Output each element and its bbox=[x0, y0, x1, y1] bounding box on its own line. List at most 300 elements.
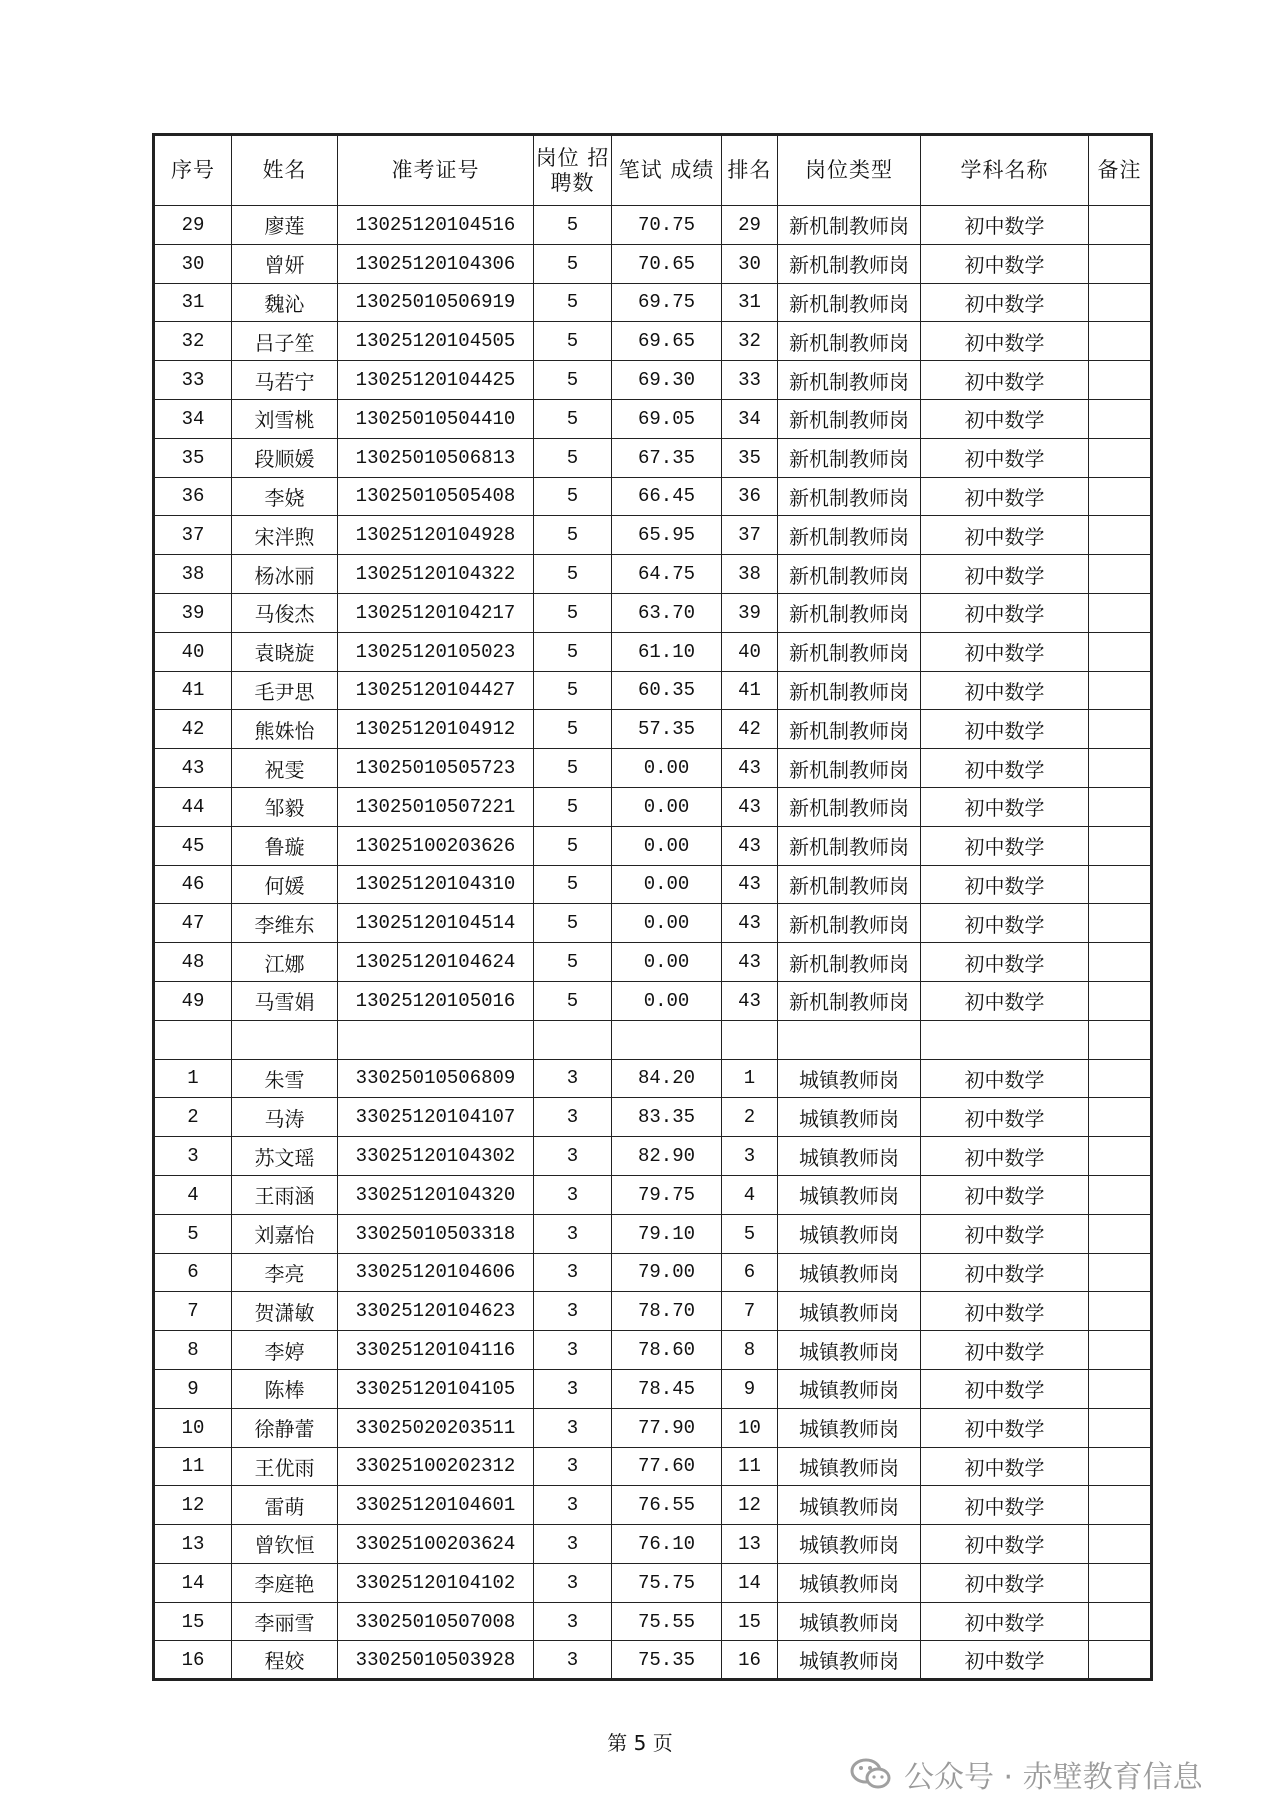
header-positions: 岗位 招聘数 bbox=[534, 135, 612, 206]
cell-position-type: 新机制教师岗 bbox=[778, 555, 921, 594]
cell-positions: 3 bbox=[534, 1253, 612, 1292]
cell-rank: 35 bbox=[722, 438, 778, 477]
cell-position-type: 新机制教师岗 bbox=[778, 865, 921, 904]
cell-positions: 5 bbox=[534, 787, 612, 826]
cell-ticket-number: 13025120105023 bbox=[338, 632, 534, 671]
table-row bbox=[154, 710, 1152, 749]
cell-index: 30 bbox=[154, 244, 232, 283]
cell-positions: 5 bbox=[534, 943, 612, 982]
cell-index: 41 bbox=[154, 671, 232, 710]
cell-index: 1 bbox=[154, 1059, 232, 1098]
cell-written-score: 0.00 bbox=[612, 826, 722, 865]
cell-rank: 6 bbox=[722, 1253, 778, 1292]
table-row bbox=[154, 1214, 1152, 1253]
cell-index: 34 bbox=[154, 399, 232, 438]
cell-positions: 3 bbox=[534, 1486, 612, 1525]
cell-rank: 5 bbox=[722, 1214, 778, 1253]
cell-position-type: 城镇教师岗 bbox=[778, 1098, 921, 1137]
cell-remarks bbox=[1089, 244, 1152, 283]
cell-rank: 36 bbox=[722, 477, 778, 516]
cell-ticket-number: 13025010507221 bbox=[338, 787, 534, 826]
cell-written-score: 79.10 bbox=[612, 1214, 722, 1253]
table-header-row bbox=[154, 135, 1152, 206]
table-row bbox=[154, 361, 1152, 400]
table-row bbox=[154, 1253, 1152, 1292]
cell-rank: 43 bbox=[722, 943, 778, 982]
cell-ticket-number: 33025120104116 bbox=[338, 1331, 534, 1370]
cell-written-score: 69.75 bbox=[612, 283, 722, 322]
cell-index: 36 bbox=[154, 477, 232, 516]
cell-positions: 5 bbox=[534, 477, 612, 516]
watermark bbox=[850, 1752, 1203, 1796]
cell-ticket-number: 13025120104624 bbox=[338, 943, 534, 982]
cell-position-type: 新机制教师岗 bbox=[778, 322, 921, 361]
cell-written-score: 76.55 bbox=[612, 1486, 722, 1525]
cell-index: 32 bbox=[154, 322, 232, 361]
cell-remarks bbox=[1089, 710, 1152, 749]
cell-positions: 3 bbox=[534, 1059, 612, 1098]
cell-written-score: 67.35 bbox=[612, 438, 722, 477]
cell-index bbox=[154, 1020, 232, 1059]
cell-subject: 初中数学 bbox=[921, 399, 1089, 438]
cell-rank: 8 bbox=[722, 1331, 778, 1370]
cell-ticket-number: 13025120104505 bbox=[338, 322, 534, 361]
cell-name: 廖莲 bbox=[232, 206, 338, 245]
cell-ticket-number: 33025120104107 bbox=[338, 1098, 534, 1137]
cell-name bbox=[232, 1020, 338, 1059]
cell-name: 曾妍 bbox=[232, 244, 338, 283]
cell-remarks bbox=[1089, 206, 1152, 245]
cell-remarks bbox=[1089, 361, 1152, 400]
cell-rank: 29 bbox=[722, 206, 778, 245]
cell-written-score: 70.65 bbox=[612, 244, 722, 283]
cell-ticket-number: 33025120104606 bbox=[338, 1253, 534, 1292]
table-row bbox=[154, 322, 1152, 361]
cell-position-type: 新机制教师岗 bbox=[778, 399, 921, 438]
table-row bbox=[154, 1059, 1152, 1098]
cell-remarks bbox=[1089, 1331, 1152, 1370]
cell-remarks bbox=[1089, 632, 1152, 671]
cell-ticket-number: 13025100203626 bbox=[338, 826, 534, 865]
cell-subject: 初中数学 bbox=[921, 865, 1089, 904]
wechat-official-account-icon bbox=[850, 1757, 892, 1791]
cell-ticket-number: 13025010506813 bbox=[338, 438, 534, 477]
cell-remarks bbox=[1089, 399, 1152, 438]
cell-name: 程姣 bbox=[232, 1641, 338, 1680]
cell-ticket-number: 33025120104320 bbox=[338, 1175, 534, 1214]
cell-positions: 3 bbox=[534, 1641, 612, 1680]
cell-positions: 3 bbox=[534, 1602, 612, 1641]
cell-rank: 34 bbox=[722, 399, 778, 438]
cell-index: 6 bbox=[154, 1253, 232, 1292]
cell-ticket-number: 13025120104514 bbox=[338, 904, 534, 943]
cell-written-score: 75.75 bbox=[612, 1563, 722, 1602]
cell-positions: 5 bbox=[534, 710, 612, 749]
cell-written-score: 65.95 bbox=[612, 516, 722, 555]
cell-name: 徐静蕾 bbox=[232, 1408, 338, 1447]
cell-rank: 38 bbox=[722, 555, 778, 594]
cell-rank: 43 bbox=[722, 981, 778, 1020]
cell-rank: 10 bbox=[722, 1408, 778, 1447]
cell-name: 贺潇敏 bbox=[232, 1292, 338, 1331]
cell-index: 16 bbox=[154, 1641, 232, 1680]
cell-subject: 初中数学 bbox=[921, 1486, 1089, 1525]
cell-positions: 5 bbox=[534, 206, 612, 245]
cell-index: 9 bbox=[154, 1369, 232, 1408]
table-row bbox=[154, 1641, 1152, 1680]
cell-position-type: 城镇教师岗 bbox=[778, 1602, 921, 1641]
table-row bbox=[154, 1369, 1152, 1408]
cell-rank: 33 bbox=[722, 361, 778, 400]
cell-subject: 初中数学 bbox=[921, 1408, 1089, 1447]
cell-index: 10 bbox=[154, 1408, 232, 1447]
cell-written-score: 77.60 bbox=[612, 1447, 722, 1486]
cell-written-score: 0.00 bbox=[612, 904, 722, 943]
cell-written-score: 79.75 bbox=[612, 1175, 722, 1214]
table-row bbox=[154, 1137, 1152, 1176]
cell-name: 李亮 bbox=[232, 1253, 338, 1292]
cell-rank: 31 bbox=[722, 283, 778, 322]
cell-index: 11 bbox=[154, 1447, 232, 1486]
cell-name: 李维东 bbox=[232, 904, 338, 943]
cell-positions: 3 bbox=[534, 1331, 612, 1370]
cell-ticket-number: 33025010507008 bbox=[338, 1602, 534, 1641]
cell-remarks bbox=[1089, 1486, 1152, 1525]
cell-index: 40 bbox=[154, 632, 232, 671]
cell-rank: 2 bbox=[722, 1098, 778, 1137]
cell-subject: 初中数学 bbox=[921, 710, 1089, 749]
cell-rank: 13 bbox=[722, 1525, 778, 1564]
cell-rank: 43 bbox=[722, 749, 778, 788]
cell-position-type: 城镇教师岗 bbox=[778, 1563, 921, 1602]
cell-name: 朱雪 bbox=[232, 1059, 338, 1098]
cell-index: 14 bbox=[154, 1563, 232, 1602]
cell-name: 马雪娟 bbox=[232, 981, 338, 1020]
cell-remarks bbox=[1089, 787, 1152, 826]
cell-position-type: 新机制教师岗 bbox=[778, 283, 921, 322]
cell-subject: 初中数学 bbox=[921, 283, 1089, 322]
table-row bbox=[154, 477, 1152, 516]
cell-ticket-number: 13025010505408 bbox=[338, 477, 534, 516]
cell-ticket-number: 13025120105016 bbox=[338, 981, 534, 1020]
cell-positions: 5 bbox=[534, 361, 612, 400]
cell-position-type: 城镇教师岗 bbox=[778, 1525, 921, 1564]
cell-position-type: 新机制教师岗 bbox=[778, 943, 921, 982]
cell-position-type: 新机制教师岗 bbox=[778, 361, 921, 400]
table-row bbox=[154, 1486, 1152, 1525]
cell-rank: 30 bbox=[722, 244, 778, 283]
cell-index: 43 bbox=[154, 749, 232, 788]
cell-index: 42 bbox=[154, 710, 232, 749]
cell-positions: 5 bbox=[534, 865, 612, 904]
cell-written-score: 69.05 bbox=[612, 399, 722, 438]
header-position-type: 岗位类型 bbox=[778, 135, 921, 206]
cell-rank: 14 bbox=[722, 1563, 778, 1602]
table-row bbox=[154, 1525, 1152, 1564]
cell-ticket-number: 13025010504410 bbox=[338, 399, 534, 438]
cell-rank: 37 bbox=[722, 516, 778, 555]
cell-subject: 初中数学 bbox=[921, 206, 1089, 245]
cell-positions: 5 bbox=[534, 438, 612, 477]
table-row bbox=[154, 555, 1152, 594]
cell-positions: 3 bbox=[534, 1408, 612, 1447]
cell-remarks bbox=[1089, 1214, 1152, 1253]
cell-remarks bbox=[1089, 322, 1152, 361]
table-body bbox=[154, 206, 1152, 1680]
cell-position-type: 新机制教师岗 bbox=[778, 593, 921, 632]
cell-written-score: 0.00 bbox=[612, 981, 722, 1020]
cell-rank: 43 bbox=[722, 826, 778, 865]
cell-index: 3 bbox=[154, 1137, 232, 1176]
cell-position-type: 城镇教师岗 bbox=[778, 1137, 921, 1176]
cell-written-score: 82.90 bbox=[612, 1137, 722, 1176]
cell-ticket-number: 33025120104302 bbox=[338, 1137, 534, 1176]
cell-position-type: 城镇教师岗 bbox=[778, 1214, 921, 1253]
header-index: 序号 bbox=[154, 135, 232, 206]
table-row bbox=[154, 1447, 1152, 1486]
table-row bbox=[154, 1292, 1152, 1331]
cell-subject: 初中数学 bbox=[921, 671, 1089, 710]
cell-subject: 初中数学 bbox=[921, 1137, 1089, 1176]
cell-remarks bbox=[1089, 1175, 1152, 1214]
cell-name: 李庭艳 bbox=[232, 1563, 338, 1602]
cell-ticket-number: 33025120104601 bbox=[338, 1486, 534, 1525]
cell-ticket-number: 13025120104425 bbox=[338, 361, 534, 400]
table-row bbox=[154, 749, 1152, 788]
cell-rank: 7 bbox=[722, 1292, 778, 1331]
cell-positions: 5 bbox=[534, 749, 612, 788]
cell-index: 7 bbox=[154, 1292, 232, 1331]
watermark-text: 公众号 · 赤壁教育信息 bbox=[904, 1760, 1203, 1795]
cell-rank: 32 bbox=[722, 322, 778, 361]
cell-remarks bbox=[1089, 904, 1152, 943]
cell-ticket-number: 13025120104217 bbox=[338, 593, 534, 632]
cell-rank: 40 bbox=[722, 632, 778, 671]
table-row bbox=[154, 826, 1152, 865]
table-row bbox=[154, 787, 1152, 826]
cell-remarks bbox=[1089, 1098, 1152, 1137]
cell-name: 宋泮煦 bbox=[232, 516, 338, 555]
table-row bbox=[154, 516, 1152, 555]
cell-written-score: 79.00 bbox=[612, 1253, 722, 1292]
cell-remarks bbox=[1089, 283, 1152, 322]
cell-index: 38 bbox=[154, 555, 232, 594]
cell-rank: 16 bbox=[722, 1641, 778, 1680]
cell-ticket-number: 33025020203511 bbox=[338, 1408, 534, 1447]
cell-name: 祝雯 bbox=[232, 749, 338, 788]
cell-positions: 5 bbox=[534, 671, 612, 710]
cell-positions: 5 bbox=[534, 632, 612, 671]
cell-position-type: 新机制教师岗 bbox=[778, 710, 921, 749]
cell-remarks bbox=[1089, 1369, 1152, 1408]
cell-position-type: 城镇教师岗 bbox=[778, 1175, 921, 1214]
cell-positions: 5 bbox=[534, 322, 612, 361]
table-row bbox=[154, 981, 1152, 1020]
cell-positions: 3 bbox=[534, 1369, 612, 1408]
cell-positions: 3 bbox=[534, 1175, 612, 1214]
cell-remarks bbox=[1089, 516, 1152, 555]
cell-positions: 5 bbox=[534, 826, 612, 865]
cell-remarks bbox=[1089, 555, 1152, 594]
cell-name: 毛尹思 bbox=[232, 671, 338, 710]
cell-index: 13 bbox=[154, 1525, 232, 1564]
cell-subject: 初中数学 bbox=[921, 516, 1089, 555]
table-row bbox=[154, 1020, 1152, 1059]
table-row bbox=[154, 904, 1152, 943]
cell-positions: 3 bbox=[534, 1137, 612, 1176]
cell-subject: 初中数学 bbox=[921, 1098, 1089, 1137]
cell-ticket-number: 13025120104912 bbox=[338, 710, 534, 749]
score-table bbox=[152, 133, 1153, 1681]
cell-positions bbox=[534, 1020, 612, 1059]
cell-remarks bbox=[1089, 1020, 1152, 1059]
cell-subject: 初中数学 bbox=[921, 1525, 1089, 1564]
cell-index: 29 bbox=[154, 206, 232, 245]
cell-remarks bbox=[1089, 1408, 1152, 1447]
cell-name: 吕子笙 bbox=[232, 322, 338, 361]
cell-name: 刘嘉怡 bbox=[232, 1214, 338, 1253]
cell-ticket-number: 33025120104102 bbox=[338, 1563, 534, 1602]
table-row bbox=[154, 593, 1152, 632]
cell-written-score: 64.75 bbox=[612, 555, 722, 594]
cell-remarks bbox=[1089, 749, 1152, 788]
cell-position-type: 新机制教师岗 bbox=[778, 244, 921, 283]
cell-written-score: 66.45 bbox=[612, 477, 722, 516]
cell-written-score: 61.10 bbox=[612, 632, 722, 671]
cell-written-score: 76.10 bbox=[612, 1525, 722, 1564]
cell-remarks bbox=[1089, 593, 1152, 632]
cell-remarks bbox=[1089, 981, 1152, 1020]
cell-positions: 5 bbox=[534, 283, 612, 322]
cell-rank bbox=[722, 1020, 778, 1059]
cell-positions: 3 bbox=[534, 1098, 612, 1137]
cell-name: 江娜 bbox=[232, 943, 338, 982]
header-written-score: 笔试 成绩 bbox=[612, 135, 722, 206]
cell-position-type: 城镇教师岗 bbox=[778, 1253, 921, 1292]
cell-rank: 43 bbox=[722, 904, 778, 943]
cell-name: 熊姝怡 bbox=[232, 710, 338, 749]
cell-index: 31 bbox=[154, 283, 232, 322]
cell-written-score: 0.00 bbox=[612, 865, 722, 904]
cell-index: 49 bbox=[154, 981, 232, 1020]
cell-name: 李娆 bbox=[232, 477, 338, 516]
table-row bbox=[154, 632, 1152, 671]
cell-written-score: 70.75 bbox=[612, 206, 722, 245]
table-row bbox=[154, 1602, 1152, 1641]
cell-position-type: 新机制教师岗 bbox=[778, 477, 921, 516]
cell-written-score: 0.00 bbox=[612, 787, 722, 826]
cell-name: 杨冰丽 bbox=[232, 555, 338, 594]
cell-remarks bbox=[1089, 1137, 1152, 1176]
cell-subject: 初中数学 bbox=[921, 632, 1089, 671]
cell-written-score: 60.35 bbox=[612, 671, 722, 710]
header-remarks: 备注 bbox=[1089, 135, 1152, 206]
cell-ticket-number: 33025120104105 bbox=[338, 1369, 534, 1408]
cell-position-type: 新机制教师岗 bbox=[778, 749, 921, 788]
cell-ticket-number: 33025010503318 bbox=[338, 1214, 534, 1253]
cell-subject: 初中数学 bbox=[921, 1214, 1089, 1253]
header-rank: 排名 bbox=[722, 135, 778, 206]
cell-name: 马涛 bbox=[232, 1098, 338, 1137]
cell-rank: 41 bbox=[722, 671, 778, 710]
cell-positions: 3 bbox=[534, 1292, 612, 1331]
table-row bbox=[154, 399, 1152, 438]
cell-position-type: 新机制教师岗 bbox=[778, 671, 921, 710]
cell-rank: 39 bbox=[722, 593, 778, 632]
cell-remarks bbox=[1089, 1292, 1152, 1331]
cell-subject: 初中数学 bbox=[921, 1447, 1089, 1486]
cell-rank: 43 bbox=[722, 787, 778, 826]
cell-written-score: 69.30 bbox=[612, 361, 722, 400]
cell-position-type: 城镇教师岗 bbox=[778, 1292, 921, 1331]
cell-remarks bbox=[1089, 1641, 1152, 1680]
cell-subject bbox=[921, 1020, 1089, 1059]
cell-remarks bbox=[1089, 826, 1152, 865]
cell-index: 15 bbox=[154, 1602, 232, 1641]
cell-subject: 初中数学 bbox=[921, 1602, 1089, 1641]
cell-positions: 5 bbox=[534, 516, 612, 555]
cell-subject: 初中数学 bbox=[921, 1369, 1089, 1408]
header-ticket-number: 准考证号 bbox=[338, 135, 534, 206]
cell-rank: 15 bbox=[722, 1602, 778, 1641]
cell-remarks bbox=[1089, 1563, 1152, 1602]
cell-rank: 3 bbox=[722, 1137, 778, 1176]
cell-written-score: 0.00 bbox=[612, 943, 722, 982]
cell-index: 33 bbox=[154, 361, 232, 400]
cell-subject: 初中数学 bbox=[921, 438, 1089, 477]
cell-remarks bbox=[1089, 671, 1152, 710]
cell-subject: 初中数学 bbox=[921, 1641, 1089, 1680]
cell-written-score: 83.35 bbox=[612, 1098, 722, 1137]
cell-subject: 初中数学 bbox=[921, 555, 1089, 594]
cell-subject: 初中数学 bbox=[921, 1331, 1089, 1370]
cell-index: 47 bbox=[154, 904, 232, 943]
cell-index: 35 bbox=[154, 438, 232, 477]
cell-written-score: 75.35 bbox=[612, 1641, 722, 1680]
cell-written-score: 78.45 bbox=[612, 1369, 722, 1408]
table-row bbox=[154, 1331, 1152, 1370]
cell-name: 王优雨 bbox=[232, 1447, 338, 1486]
cell-written-score: 84.20 bbox=[612, 1059, 722, 1098]
cell-ticket-number: 33025120104623 bbox=[338, 1292, 534, 1331]
cell-name: 刘雪桃 bbox=[232, 399, 338, 438]
cell-positions: 5 bbox=[534, 399, 612, 438]
cell-subject: 初中数学 bbox=[921, 1175, 1089, 1214]
cell-ticket-number: 13025120104928 bbox=[338, 516, 534, 555]
cell-position-type: 城镇教师岗 bbox=[778, 1331, 921, 1370]
cell-remarks bbox=[1089, 1059, 1152, 1098]
cell-subject: 初中数学 bbox=[921, 322, 1089, 361]
cell-rank: 12 bbox=[722, 1486, 778, 1525]
cell-rank: 1 bbox=[722, 1059, 778, 1098]
table-row bbox=[154, 283, 1152, 322]
table-row bbox=[154, 943, 1152, 982]
cell-name: 马若宁 bbox=[232, 361, 338, 400]
cell-ticket-number: 13025120104322 bbox=[338, 555, 534, 594]
cell-written-score: 69.65 bbox=[612, 322, 722, 361]
cell-positions: 3 bbox=[534, 1447, 612, 1486]
cell-position-type: 新机制教师岗 bbox=[778, 206, 921, 245]
cell-positions: 5 bbox=[534, 555, 612, 594]
cell-position-type: 城镇教师岗 bbox=[778, 1369, 921, 1408]
cell-name: 段顺媛 bbox=[232, 438, 338, 477]
cell-name: 王雨涵 bbox=[232, 1175, 338, 1214]
table-row bbox=[154, 1098, 1152, 1137]
cell-position-type: 新机制教师岗 bbox=[778, 632, 921, 671]
cell-positions: 5 bbox=[534, 593, 612, 632]
cell-position-type: 新机制教师岗 bbox=[778, 826, 921, 865]
cell-positions: 3 bbox=[534, 1563, 612, 1602]
